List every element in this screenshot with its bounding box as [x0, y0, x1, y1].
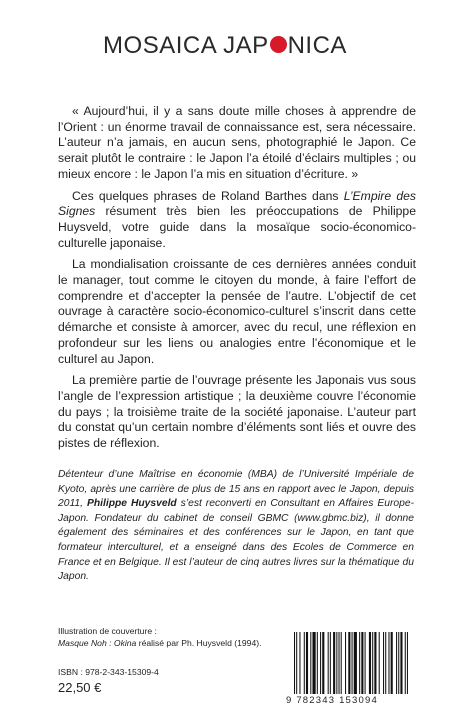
paragraph-barthes	[58, 189, 416, 252]
title-part2: NICA	[287, 32, 347, 59]
barcode	[286, 632, 410, 708]
author-name: Philippe Huysveld	[86, 498, 177, 510]
paragraph-mondialisation: La mondialisation croissante de ces dernières années conduit le manager, tout comme le citoyen du monde, à faire l’effort de comprendre et d’accepter la pensée de l’autre. L’objectif de cet ouvrage à caractère socio-économico-culturel s’inscrit dans cette démarche et consiste à amorcer, avec du recul, une réflexion en profondeur sur les liens ou analogies entre l’économique et le culturel au Japon.	[58, 257, 416, 366]
paragraph-structure: La première partie de l’ouvrage présente les Japonais vus sous l’angle de l’expression artistique ; la deuxième couvre l’économie du pays ; la troisième traite de la société japonaise. L’auteur part du constat qu’un certain nombre d’éléments sont liés et ouvre des pistes de réflexion.	[58, 373, 416, 451]
bio-end: s’est reconverti en Consultant en Affaires Europe-Japon. Fondateur du cabinet de conseil GBMC (www.gbmc.biz), il donne également des séminaires et des conférences sur le Japon, en tant que formateur interculturel, et a enseigné dans des Ecoles de Commerce en France et en Belgique. Il est l’auteur de cinq autres livres sur la thématique du Japon.	[58, 498, 414, 583]
barcode-bars	[294, 632, 408, 694]
cover-credit	[58, 626, 318, 649]
barcode-digits: 9 782343 153094	[286, 695, 378, 706]
bio-start: Détenteur d’une Maîtrise en économie (MBA) de l’Université Impériale de Kyoto, après une carrière de plus de 15 ans en rapport avec le Japon, depuis 2011,	[58, 469, 414, 510]
collection-title	[0, 32, 450, 60]
credit-label: Illustration de couverture :	[58, 626, 157, 636]
paragraph-quote: « Aujourd’hui, il y a sans doute mille choses à apprendre de l’Orient : un énorme travail de connaissance est, sera nécessaire. L’auteur n’a jamais, en aucun sens, photographié le Japon. Ce serait plutôt le contraire : le Japon l’a étoilé d’éclairs multiples ; ou mieux encore : le Japon l’a mis en situation d’écriture. »	[58, 104, 416, 181]
credit-rest: réalisé par Ph. Huysveld (1994).	[136, 637, 262, 648]
isbn: ISBN : 978-2-343-15309-4	[58, 667, 159, 677]
title-part1: MOSAICA JAP	[103, 32, 269, 59]
paragraph-barthes-end: résument très bien les préoccupations de Philippe Huysveld, votre guide dans la mosaïque socio-économico-culturelle japonaise.	[58, 204, 416, 250]
price: 22,50 €	[58, 680, 102, 695]
credit-work: Masque Noh : Okina	[58, 637, 137, 648]
author-bio	[58, 468, 414, 585]
paragraph-barthes-start: Ces quelques phrases de Roland Barthes dans	[72, 188, 344, 203]
book-title: L’Empire des Signes	[58, 188, 417, 219]
credit-detail	[58, 638, 318, 650]
back-cover-text	[58, 104, 416, 458]
red-circle-logo	[270, 36, 287, 53]
